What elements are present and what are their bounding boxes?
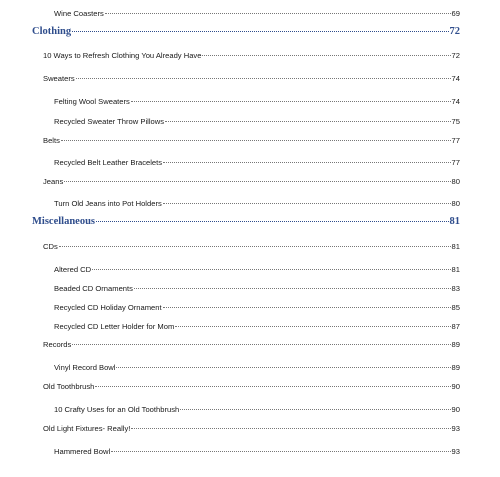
toc-entry-title: Belts: [43, 136, 60, 145]
toc-entry-title: Old Light Fixtures- Really!: [43, 424, 131, 433]
dot-leader: [61, 140, 451, 141]
toc-entry-title: Recycled CD Letter Holder for Mom: [54, 322, 175, 331]
dot-leader: [95, 386, 450, 387]
toc-entry-wine-coasters[interactable]: [54, 9, 460, 19]
toc-entry-miscellaneous[interactable]: [32, 216, 460, 228]
toc-entry-recycled-belt-leather-bracelets[interactable]: [54, 158, 460, 168]
toc-entry-page-number: 69: [451, 9, 460, 18]
toc-entry-page-number: 77: [451, 136, 460, 145]
dot-leader: [72, 344, 450, 345]
toc-entry-page-number: 81: [451, 242, 460, 251]
toc-entry-page-number: 93: [451, 447, 460, 456]
toc-entry-page-number: 89: [451, 340, 460, 349]
toc-entry-title: Felting Wool Sweaters: [54, 97, 130, 106]
toc-entry-cds[interactable]: [43, 242, 460, 252]
dot-leader: [202, 55, 450, 56]
toc-entry-belts[interactable]: [43, 136, 460, 146]
toc-entry-page-number: 80: [451, 177, 460, 186]
toc-entry-10-crafty-uses-for-an-old-toothbrush[interactable]: [54, 405, 460, 415]
toc-entry-old-toothbrush[interactable]: [43, 382, 460, 392]
dot-leader: [105, 13, 451, 14]
toc-entry-title: Altered CD: [54, 265, 92, 274]
dot-leader: [76, 78, 451, 79]
dot-leader: [92, 269, 450, 270]
toc-entry-title: Recycled CD Holiday Ornament: [54, 303, 162, 312]
dot-leader: [180, 409, 450, 410]
dot-leader: [175, 326, 450, 327]
toc-entry-page-number: 85: [451, 303, 460, 312]
toc-entry-recycled-cd-holiday-ornament[interactable]: [54, 303, 460, 313]
toc-entry-vinyl-record-bowl[interactable]: [54, 363, 460, 373]
toc-entry-page-number: 81: [449, 216, 460, 227]
toc-entry-sweaters[interactable]: [43, 74, 460, 84]
toc-entry-beaded-cd-ornaments[interactable]: [54, 284, 460, 294]
toc-entry-title: Beaded CD Ornaments: [54, 284, 133, 293]
toc-entry-page-number: 72: [449, 26, 460, 37]
toc-entry-title: Jeans: [43, 177, 64, 186]
dot-leader: [96, 221, 449, 222]
toc-entry-title: Recycled Belt Leather Bracelets: [54, 158, 163, 167]
toc-entry-page-number: 80: [451, 199, 460, 208]
toc-entry-page-number: 74: [451, 97, 460, 106]
toc-entry-turn-old-jeans-into-pot-holders[interactable]: [54, 199, 460, 209]
toc-entry-page-number: 90: [451, 382, 460, 391]
toc-entry-page-number: 74: [451, 74, 460, 83]
toc-entry-old-light-fixtures[interactable]: [43, 424, 460, 434]
toc-entry-page-number: 93: [451, 424, 460, 433]
toc-entry-title: Turn Old Jeans into Pot Holders: [54, 199, 162, 208]
dot-leader: [163, 203, 451, 204]
toc-entry-title: CDs: [43, 242, 58, 251]
dot-leader: [163, 307, 451, 308]
dot-leader: [134, 288, 451, 289]
toc-entry-title: Old Toothbrush: [43, 382, 95, 391]
toc-entry-title: Records: [43, 340, 72, 349]
toc-entry-page-number: 81: [451, 265, 460, 274]
toc-entry-10-ways-to-refresh-clothing[interactable]: [43, 51, 460, 61]
toc-entry-title: 10 Ways to Refresh Clothing You Already Have: [43, 51, 202, 60]
dot-leader: [165, 121, 451, 122]
toc-entry-clothing[interactable]: [32, 26, 460, 38]
toc-entry-recycled-cd-letter-holder-for-mom[interactable]: [54, 322, 460, 332]
toc-entry-page-number: 72: [451, 51, 460, 60]
toc-entry-records[interactable]: [43, 340, 460, 350]
toc-entry-altered-cd[interactable]: [54, 265, 460, 275]
toc-entry-title: Wine Coasters: [54, 9, 104, 18]
dot-leader: [72, 31, 448, 32]
toc-entry-felting-wool-sweaters[interactable]: [54, 97, 460, 107]
toc-entry-page-number: 89: [451, 363, 460, 372]
toc-entry-title: Recycled Sweater Throw Pillows: [54, 117, 165, 126]
toc-entry-page-number: 83: [451, 284, 460, 293]
toc-entry-hammered-bowl[interactable]: [54, 447, 460, 457]
toc-entry-jeans[interactable]: [43, 177, 460, 187]
toc-entry-page-number: 87: [451, 322, 460, 331]
toc-entry-recycled-sweater-throw-pillows[interactable]: [54, 117, 460, 127]
toc-entry-title: Clothing: [32, 26, 72, 37]
dot-leader: [111, 451, 450, 452]
dot-leader: [131, 428, 450, 429]
toc-entry-page-number: 77: [451, 158, 460, 167]
dot-leader: [64, 181, 450, 182]
dot-leader: [59, 246, 451, 247]
toc-entry-title: Hammered Bowl: [54, 447, 111, 456]
dot-leader: [163, 162, 450, 163]
toc-entry-page-number: 75: [451, 117, 460, 126]
toc-entry-page-number: 90: [451, 405, 460, 414]
toc-entry-title: Miscellaneous: [32, 216, 95, 227]
dot-leader: [116, 367, 450, 368]
dot-leader: [131, 101, 451, 102]
toc-entry-title: 10 Crafty Uses for an Old Toothbrush: [54, 405, 180, 414]
toc-entry-title: Sweaters: [43, 74, 75, 83]
toc-entry-title: Vinyl Record Bowl: [54, 363, 116, 372]
